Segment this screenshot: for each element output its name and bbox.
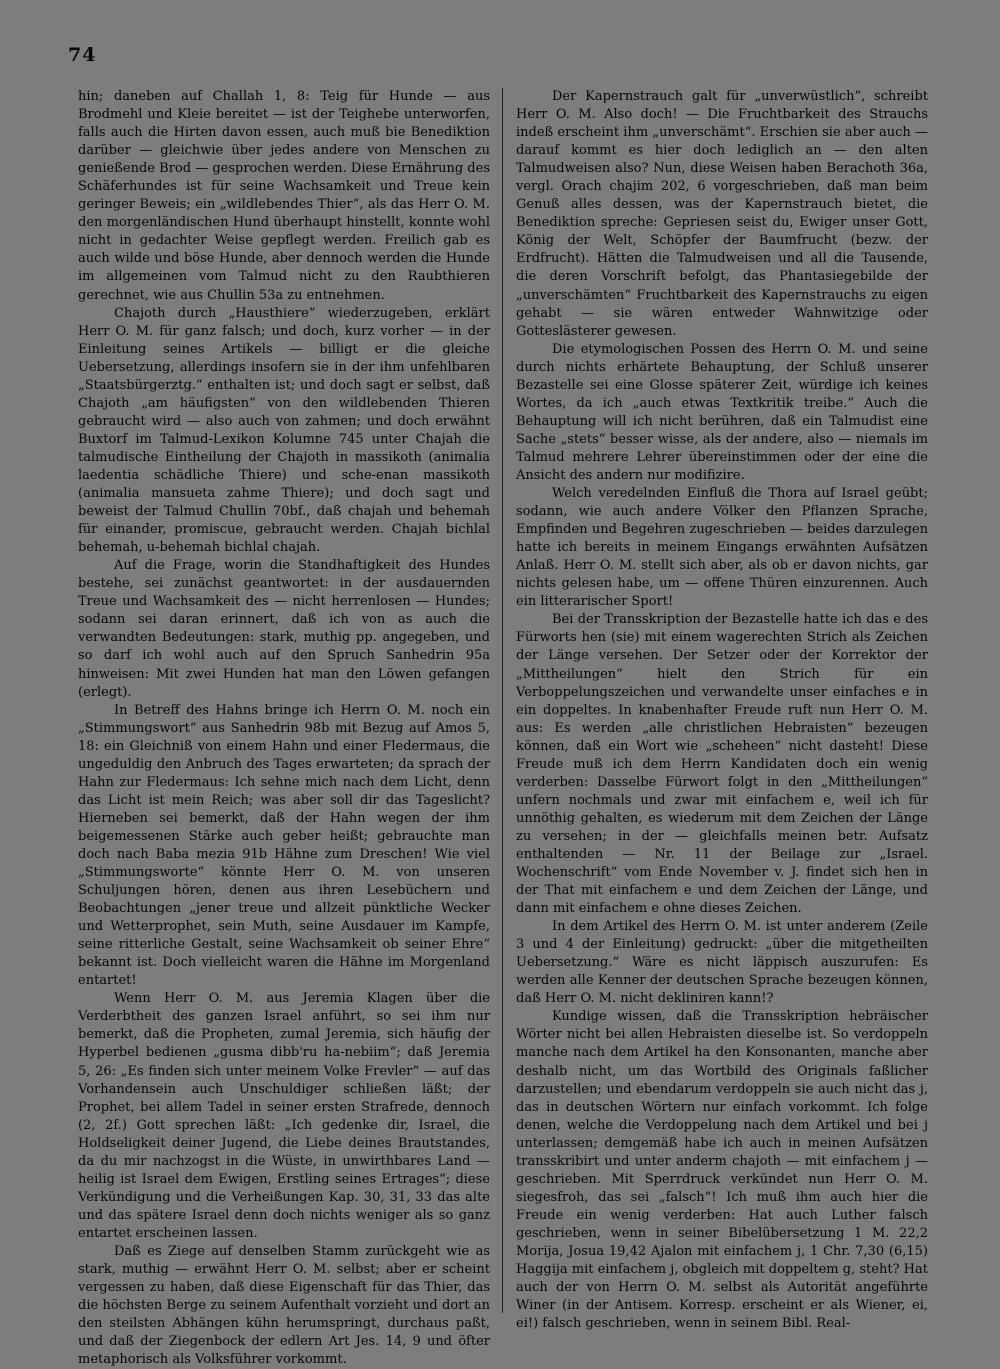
left-paragraph: In Betreff des Hahns bringe ich Herrn O. M. noch ein „Stimmungswort“ aus Sanhedrin 98b mit Bezug auf Amos 5, 18: ein Gleichniß von einem Hahn und einer Fledermaus, die ungeduldig den Anbruch des Tages erwarteten; da sprach der Hahn zur Fledermaus: Ich sehne mich nach dem Licht, denn das Licht ist mein Reich; was aber soll dir das Tageslicht? Hierneben sei bemerkt, daß der Hahn wegen der ihm beigemessenen Stärke auch geber heißt; gebrauchte man doch nach Baba mezia 91b Hähne zum Dreschen! Wie viel „Stimmungsworte“ könnte Herr O. M. von unseren Schuljungen hören, denen aus ihren Lesebüchern und Beobachtungen „jener treue und allzeit pünktliche Wecker und Wetterprophet, sein Muth, seine Ausdauer im Kampfe, seine ritterliche Gestalt, seine Wachsamkeit ob seiner Ehre“ bekannt ist. Doch vielleicht waren die Hähne im Morgenland entartet! [78,702,490,989]
right-paragraph: Bei der Transskription der Bezastelle hatte ich das e des Fürworts hen (sie) mit einem wagerechten Strich als Zeichen der Länge versehen. Der Setzer oder der Korrektor der „Mittheilungen“ hielt den Strich für ein Verboppelungszeichen und verwandelte unser einfaches e in ein doppeltes. In knabenhafter Freude ruft nun Herr O. M. aus: Es werden „alle christlichen Hebraisten“ bezeugen können, daß ein Wort wie „scheheen“ nicht dasteht! Diese Freude muß ich dem Herrn Kandidaten doch ein wenig verderben: Dasselbe Fürwort folgt in den „Mittheilungen“ unfern nochmals und zwar mit einfachem e, weil ich für unnöthig gehalten, es wiederum mit dem Zeichen der Länge zu versehen; in der — gleichfalls meinen betr. Aufsatz enthaltenden — Nr. 11 der Beilage zur „Israel. Wochenschrift“ vom Ende November v. J. findet sich hen in der That mit einfachem e und dem Zeichen der Länge, und dann mit einfachem e ohne dieses Zeichen. [516,612,928,917]
column-divider [502,88,503,1313]
left-paragraph: Wenn Herr O. M. aus Jeremia Klagen über die Verderbtheit des ganzen Israel anführt, so sei ihm nur bemerkt, daß die Propheten, zumal Jeremia, sich häufig der Hyperbel bedienen „gusma dibb'ru ha-nebiim“; daß Jeremia 5, 26: „Es finden sich unter meinem Volke Frevler“ — auf das Vorhandensein auch Unschuldiger schließen läßt; der Prophet, bei allem Tadel in seiner ersten Strafrede, dennoch (2, 2f.) Gott sprechen läßt: „Ich gedenke dir, Israel, die Holdseligkeit deiner Jugend, die Liebe deines Brautstandes, da du mir nachzogst in die Wüste, in unwirthbares Land — heilig ist Israel dem Ewigen, Erstling seines Ertrages“; diese Verkündigung und die Verheißungen Kap. 30, 31, 33 das alte und das spätere Israel denn doch nichts weniger als so ganz entartet erscheinen lassen. [78,991,490,1241]
right-paragraph: Der Kapernstrauch galt für „unverwüstlich“, schreibt Herr O. M. Also doch! — Die Fruchtbarkeit des Strauchs indeß erscheint ihm „unverschämt“. Erschien sie aber auch — darauf kommt es hier doch lediglich an — den alten Talmudweisen also? Nun, diese Weisen haben Berachoth 36a, vergl. Orach chajim 202, 6 vorgeschrieben, daß man beim Genuß alles dessen, was der Kapernstrauch bietet, die Benediktion spreche: Gepriesen seist du, Ewiger unser Gott, König der Welt, Schöpfer der Baumfrucht (bezw. der Erdfrucht). Hätten die Talmudweisen und all die Tausende, die deren Vorschrift befolgt, das Phantasiegebilde der „unverschämten“ Fruchtbarkeit des Kapernstrauchs zu eigen gehabt — sie wären entweder Wahnwitzige oder Gotteslästerer gewesen. [516,89,928,339]
right-paragraph: Welch veredelnden Einfluß die Thora auf Israel geübt; sodann, wie auch andere Völker den Pflanzen Sprache, Empfinden und Begehren zugeschrieben — beides darzulegen hatte ich bereits in meinem Eingangs erwähnten Aufsätzen Anlaß. Herr O. M. stellt sich aber, als ob er davon nichts, gar nichts gelesen habe, um — offene Thüren einzurennen. Auch ein litterarischer Sport! [516,486,928,610]
left-column [78,88,490,1368]
left-paragraph: hin; daneben auf Challah 1, 8: Teig für Hunde — aus Brodmehl und Kleie bereitet — ist der Teighebe unterworfen, falls auch die Hirten davon essen, auch muß bie Benediktion darüber — gleichwie über jedes andere von Menschen zu genießende Brod — gesprochen werden. Diese Ernährung des Schäferhundes ist für seine Wachsamkeit und Treue kein geringer Beweis; ein „wildlebendes Thier“, als das Herr O. M. den morgenländischen Hund überhaupt hinstellt, konnte wohl nicht in gedachter Weise gepflegt werden. Freilich gab es auch wilde und böse Hunde, aber dennoch werden die Hunde im allgemeinen vom Talmud nicht zu den Raubthieren gerechnet, wie aus Chullin 53a zu entnehmen. [78,89,490,303]
left-paragraph: Auf die Frage, worin die Standhaftigkeit des Hundes bestehe, sei zunächst geantwortet: in der ausdauernden Treue und Wachsamkeit des — nicht herrenlosen — Hundes; sodann sei daran erinnert, daß ich von as auch die verwandten Bedeutungen: stark, muthig pp. angegeben, und so darf ich wohl auch auf den Spruch Sanhedrin 95a hinweisen: Mit zwei Hunden hat man den Löwen gefangen (erlegt). [78,558,490,700]
left-paragraph: Daß es Ziege auf denselben Stamm zurückgeht wie as stark, muthig — erwähnt Herr O. M. selbst; aber er scheint vergessen zu haben, daß diese Eigenschaft für das Thier, das die höchsten Berge zu seinem Aufenthalt vorzieht und dort an den steilsten Abhängen kühn herumspringt, durchaus paßt, und daß der Ziegenbock der edlern Art Jes. 14, 9 und öfter metaphorisch als Volksführer vorkommt. [78,1244,490,1368]
page-number: 74 [68,44,97,66]
right-paragraph: Die etymologischen Possen des Herrn O. M. und seine durch nichts erhärtete Behauptung, der Schluß unserer Bezastelle sei eine Glosse späterer Zeit, würdige ich keines Wortes, da ich „auch etwas Textkritik treibe.“ Auch die Behauptung will ich nicht berühren, daß ein Talmudist eine Sache „stets“ besser wisse, als der andere, also — niemals im Talmud mehrere Lehrer übereinstimmen oder der eine die Ansicht des andern nur modifizire. [516,341,928,483]
right-paragraph: Kundige wissen, daß die Transskription hebräischer Wörter nicht bei allen Hebraisten dieselbe ist. So verdoppeln manche nach dem Artikel ha den Konsonanten, manche aber deshalb nicht, um das Wortbild des Originals faßlicher darzustellen; und ebendarum verdoppeln sie auch nicht das j, das in deutschen Wörtern nur einfach vorkommt. Ich folge denen, welche die Verdoppelung nach dem Artikel und bei j unterlassen; demgemäß habe ich auch in meinen Aufsätzen transskribirt und unter anderm chajoth — mit einfachem j — geschrieben. Mit Sperrdruck verkündet nun Herr O. M. siegesfroh, das sei „falsch“! Ich muß ihm auch hier die Freude ein wenig verderben: Hat auch Luther falsch geschrieben, wenn in seiner Bibelübersetzung 1 M. 22,2 Morija, Josua 19,42 Ajalon mit einfachem j, 1 Chr. 7,30 (6,15) Haggija mit einfachem j, obgleich mit doppeltem g, steht? Hat auch der von Herrn O. M. selbst als Autorität angeführte Winer (in der Antisem. Korresp. erscheint er als Wiener, ei, ei!) falsch geschrieben, wenn in seinem Bibl. Real- [516,1009,928,1332]
left-paragraph: Chajoth durch „Hausthiere“ wiederzugeben, erklärt Herr O. M. für ganz falsch; und doch, kurz vorher — in der Einleitung seines Artikels — billigt er die gleiche Uebersetzung, allerdings insofern sie in der ihm unfehlbaren „Staatsbürgerztg.“ enthalten ist; und doch sagt er selbst, daß Chajoth „am häufigsten“ von den wildlebenden Thieren gebraucht wird — also auch von zahmen; und doch erwähnt Buxtorf im Talmud-Lexikon Kolumne 745 unter Chajah die talmudische Eintheilung der Chajoth in massikoth (animalia laedentia schädliche Thiere) und sche-enan massikoth (animalia mansueta zahme Thiere); und doch sagt und beweist der Talmud Chullin 70bf., daß chajah und behemah für einander, promiscue, gebraucht werden. Chajah bichlal behemah, u-behemah bichlal chajah. [78,305,490,556]
right-column [516,88,928,1332]
right-paragraph: In dem Artikel des Herrn O. M. ist unter anderem (Zeile 3 und 4 der Einleitung) gedruckt: „über die mitgetheilten Uebersetzung.“ Wäre es nicht läppisch auszurufen: Es werden alle Kenner der deutschen Sprache bezeugen können, daß Herr O. M. nicht dekliniren kann!? [516,919,928,1007]
